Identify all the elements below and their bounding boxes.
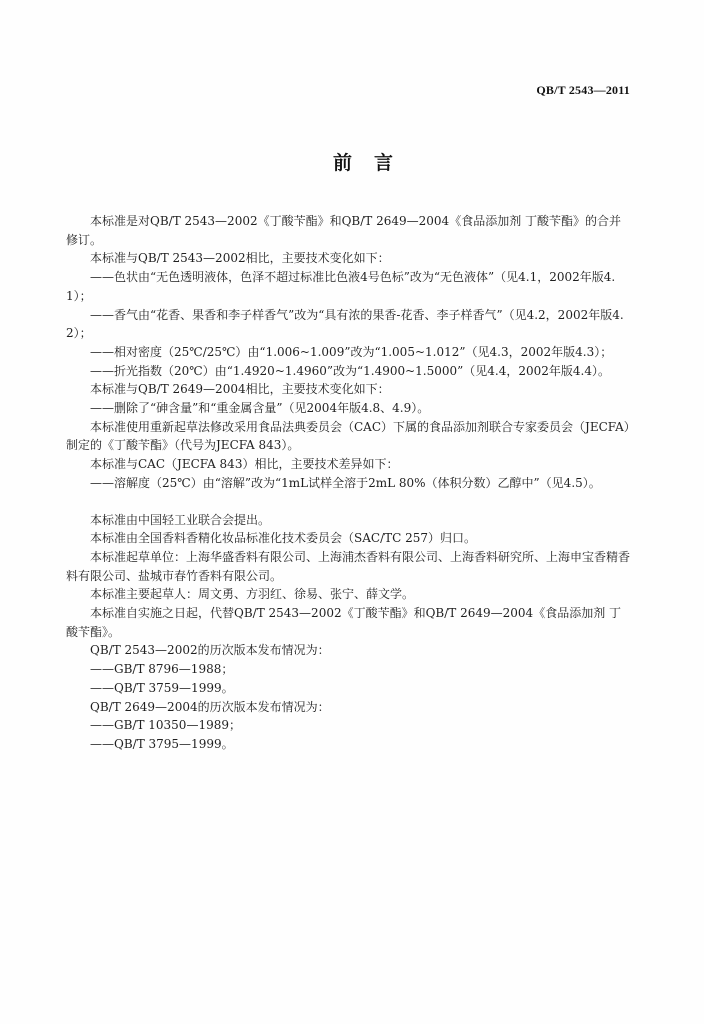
paragraph-centralized-by: 本标准由全国香料香精化妆品标准化技术委员会（SAC/TC 257）归口。 [90,531,477,546]
list-item-removed-contents: ——删除了“砷含量”和“重金属含量”（见2004年版4.8、4.9）。 [90,401,430,416]
paragraph-replaces: 本标准自实施之日起，代替QB/T 2543—2002《丁酸苄酯》和QB/T 2649—2004《食品添加剂 丁酸苄酯》。 [66,606,622,639]
page-title: 前言 [332,152,415,174]
list-item-solubility: ——溶解度（25℃）由“溶解”改为“1mL试样全溶于2mL 80%（体积分数）乙醇中”（见4.5）。 [90,475,601,490]
list-item-refractive-index: ——折光指数（20℃）由“1.4920~1.4960”改为“1.4900~1.5000”（见4.4，2002年版4.4）。 [90,363,611,378]
list-item-color: ——色状由“无色透明液体，色泽不超过标准比色液4号色标”改为“无色液体”（见4.1，2002年版4.1）； [66,270,616,303]
paragraph-changes-2004-intro: 本标准与QB/T 2649—2004相比，主要技术变化如下： [90,382,390,397]
paragraph-proposed-by: 本标准由中国轻工业联合会提出。 [90,512,271,527]
list-item-history-gb-10350: ——GB/T 10350—1989； [90,718,241,733]
list-item-aroma: ——香气由“花香、果香和李子样香气”改为“具有浓的果香-花香、李子样香气”（见4.2，2002年版4.2）； [66,307,624,341]
paragraph-history-2649-intro: QB/T 2649—2004的历次版本发布情况为： [90,699,330,714]
paragraph-history-2543-intro: QB/T 2543—2002的历次版本发布情况为： [90,643,330,658]
paragraph-changes-2002-intro: 本标准与QB/T 2543—2002相比，主要技术变化如下： [90,251,390,266]
list-item-history-gb-8796: ——GB/T 8796—1988； [90,662,234,677]
standard-code: QB/T 2543—2011 [536,83,630,97]
paragraph-drafting-units: 本标准起草单位：上海华盛香料有限公司、上海浦杰香料有限公司、上海香料研究所、上海申宝香精香料有限公司、盐城市春竹香料有限公司。 [66,549,631,583]
list-item-history-qb-3795: ——QB/T 3795—1999。 [90,736,234,751]
paragraph-jecfa-adoption: 本标准使用重新起草法修改采用食品法典委员会（CAC）下属的食品添加剂联合专家委员会（JECFA）制定的《丁酸苄酯》（代号为JECFA 843）。 [66,419,630,453]
paragraph-drafters: 本标准主要起草人：周文勇、方羽红、徐易、张宁、薛文学。 [90,587,415,602]
paragraph-cac-differences-intro: 本标准与CAC（JECFA 843）相比，主要技术差异如下： [90,457,399,472]
foreword-body [66,212,632,754]
list-item-history-qb-3759: ——QB/T 3759—1999。 [90,680,234,695]
list-item-density: ——相对密度（25℃/25℃）由“1.006~1.009”改为“1.005~1.012”（见4.3，2002年版4.3）； [90,344,613,359]
paragraph-merge-revision: 本标准是对QB/T 2543—2002《丁酸苄酯》和QB/T 2649—2004《食品添加剂 丁酸苄酯》的合并修订。 [66,214,622,247]
section-gap [90,493,632,511]
